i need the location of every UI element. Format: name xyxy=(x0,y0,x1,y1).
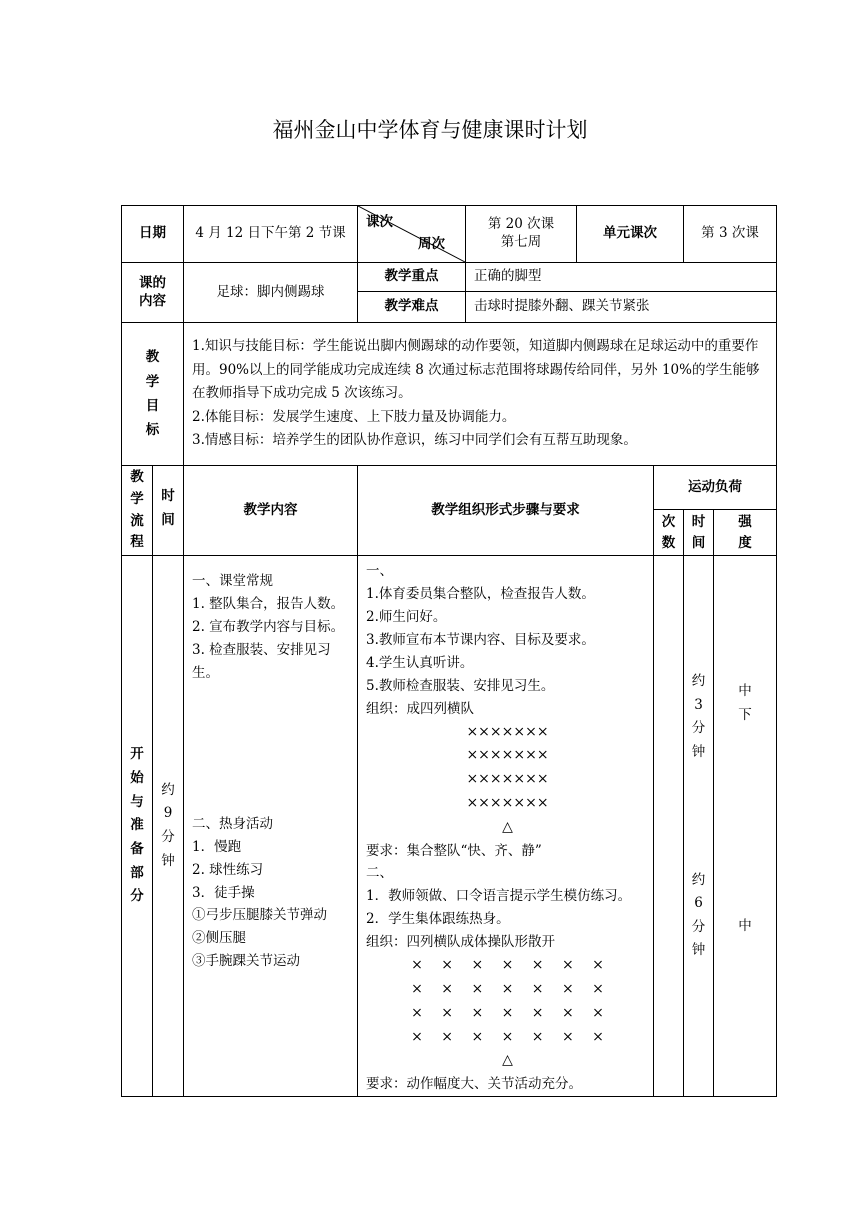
content-value: 足球：脚内侧踢球 xyxy=(184,263,358,323)
teacher-triangle-icon: △ xyxy=(502,818,513,835)
intensity-header xyxy=(714,510,777,556)
header-char: 时 xyxy=(161,488,175,504)
content-label-line2: 内容 xyxy=(139,292,166,309)
organization-header: 教学组织形式步骤与要求 xyxy=(358,466,654,556)
goals-label-char: 学 xyxy=(145,373,160,390)
week-value: 第七周 xyxy=(500,234,542,250)
header-char: 流 xyxy=(130,512,144,529)
section-char: 准 xyxy=(130,817,144,834)
section-time xyxy=(153,556,184,1097)
header-char: 间 xyxy=(161,512,175,529)
time-char: 分 xyxy=(161,829,175,846)
formation-row: × × × × × × × xyxy=(411,957,604,974)
teacher-triangle-icon: △ xyxy=(502,1052,513,1069)
part2-item: ③手腕踝关节运动 xyxy=(192,953,300,970)
part1-step: 1.体育委员集合整队，检查报告人数。 xyxy=(366,585,595,602)
goal-fitness: 2.体能目标：发展学生速度、上下肢力量及协调能力。 xyxy=(192,408,516,425)
duration-header xyxy=(684,510,714,556)
content-header: 教学内容 xyxy=(184,466,358,556)
key-label: 教学重点 xyxy=(358,263,466,292)
time-char: 9 xyxy=(163,805,173,822)
time-header xyxy=(153,466,184,556)
goals-label xyxy=(122,323,184,466)
session-week-header xyxy=(358,206,466,263)
duration-char: 3 xyxy=(694,696,703,713)
section-intensity xyxy=(714,556,777,1097)
duration-char: 分 xyxy=(691,720,706,737)
formation-row: ××××××× xyxy=(466,771,549,788)
part2-step: 1．教师领做、口令语言提示学生模仿练习。 xyxy=(366,888,632,905)
time-char: 钟 xyxy=(161,852,175,869)
section-organization xyxy=(358,556,654,1097)
header-char: 程 xyxy=(130,534,144,551)
section-char: 开 xyxy=(130,746,144,763)
part1-step: 4.学生认真听讲。 xyxy=(366,654,474,671)
formation-row: × × × × × × × xyxy=(411,981,604,998)
part1-item: 3. 检查服装、安排见习生。 xyxy=(192,641,331,681)
duration-char: 约 xyxy=(691,673,706,689)
unit-value: 第 3 次课 xyxy=(684,206,777,263)
part2-requirement: 要求：动作幅度大、关节活动充分。 xyxy=(366,1076,582,1093)
count-header xyxy=(654,510,684,556)
lesson-plan-table xyxy=(121,205,777,1097)
part2-item: ②侧压腿 xyxy=(192,930,246,947)
goals-label-char: 标 xyxy=(145,422,160,439)
difficulty-value: 击球时提膝外翻、踝关节紧张 xyxy=(466,292,777,323)
part2-heading: 二、热身活动 xyxy=(192,815,273,832)
duration-char: 分 xyxy=(691,918,706,935)
content-label-line1: 课的 xyxy=(139,274,166,291)
part2-item: 1．慢跑 xyxy=(192,838,242,855)
formation-row: × × × × × × × xyxy=(411,1004,604,1021)
header-char: 度 xyxy=(738,534,752,551)
date-label: 日期 xyxy=(122,206,184,263)
duration-char: 6 xyxy=(694,895,703,912)
part1-item: 1. 整队集合，报告人数。 xyxy=(192,595,345,612)
session-week-value xyxy=(466,206,577,263)
part1-step: 2.师生问好。 xyxy=(366,608,447,625)
part2-step: 2．学生集体跟练热身。 xyxy=(366,911,510,928)
header-char: 教 xyxy=(130,469,144,486)
section-char: 与 xyxy=(130,793,144,810)
formation-row: × × × × × × × xyxy=(411,1028,604,1045)
part1-step: 3.教师宣布本节课内容、目标及要求。 xyxy=(366,631,595,648)
part2-org: 组织：四列横队成体操队形散开 xyxy=(366,934,555,951)
process-header xyxy=(122,466,153,556)
part1-step: 5.教师检查服装、安排见习生。 xyxy=(366,677,555,694)
part2-formation xyxy=(366,954,649,1073)
header-char: 强 xyxy=(738,514,752,531)
session-value: 第 20 次课 xyxy=(487,216,555,233)
page-title: 福州金山中学体育与健康课时计划 xyxy=(272,118,588,142)
intensity-char: 下 xyxy=(738,706,752,723)
session-label: 课次 xyxy=(366,214,393,230)
section-count xyxy=(654,556,684,1097)
header-char: 间 xyxy=(691,534,706,551)
goal-emotion: 3.情感目标：培养学生的团队协作意识，练习中同学们会有互帮互助现象。 xyxy=(192,432,637,449)
goals-label-char: 目 xyxy=(145,398,160,414)
duration-char: 约 xyxy=(691,871,706,888)
content-label xyxy=(122,263,184,323)
part1-heading: 一、课堂常规 xyxy=(192,573,273,589)
part2-item: 2. 球性练习 xyxy=(192,861,264,878)
part2-item: ①弓步压腿膝关节弹动 xyxy=(192,907,327,924)
formation-row: ××××××× xyxy=(466,794,549,811)
section-content xyxy=(184,556,358,1097)
section-duration xyxy=(684,556,714,1097)
intensity-char: 中 xyxy=(738,918,752,935)
part1-item: 2. 宣布教学内容与目标。 xyxy=(192,618,345,635)
section-char: 始 xyxy=(130,770,144,787)
header-char: 数 xyxy=(661,534,676,551)
part1-org: 组织：成四列横队 xyxy=(366,700,474,717)
key-value: 正确的脚型 xyxy=(466,263,777,292)
part2-steps-heading: 二、 xyxy=(366,865,393,882)
part2-item: 3．徒手操 xyxy=(192,884,255,901)
formation-row: ××××××× xyxy=(466,747,549,764)
time-char: 约 xyxy=(161,781,175,798)
goals-content xyxy=(184,323,777,466)
difficulty-label: 教学难点 xyxy=(358,292,466,323)
unit-label: 单元课次 xyxy=(577,206,684,263)
part1-requirement: 要求：集合整队“快、齐、静” xyxy=(366,842,542,859)
formation-row: ××××××× xyxy=(466,723,549,740)
section-name xyxy=(122,556,153,1097)
section-char: 分 xyxy=(130,888,144,905)
intensity-char: 中 xyxy=(738,683,752,699)
header-char: 学 xyxy=(130,490,144,507)
date-value: 4 月 12 日下午第 2 节课 xyxy=(184,206,358,263)
goal-knowledge: 1.知识与技能目标：学生能说出脚内侧踢球的动作要领，知道脚内侧踢球在足球运动中的重要作用。90%以上的同学能成功完成连续 8 次通过标志范围将球踢传给同伴，另外 10%的学生能够在教师指导下成功完成 5 次该练习。 xyxy=(192,337,760,402)
goals-label-char: 教 xyxy=(145,349,160,366)
part1-formation xyxy=(366,721,649,840)
section-char: 备 xyxy=(130,840,144,857)
duration-char: 钟 xyxy=(691,743,706,760)
load-header: 运动负荷 xyxy=(654,466,777,510)
header-char: 时 xyxy=(691,514,706,531)
week-label: 周次 xyxy=(418,236,445,253)
part1-steps-heading: 一、 xyxy=(366,563,393,579)
duration-char: 钟 xyxy=(691,942,706,959)
header-char: 次 xyxy=(661,514,676,531)
section-char: 部 xyxy=(130,864,144,881)
